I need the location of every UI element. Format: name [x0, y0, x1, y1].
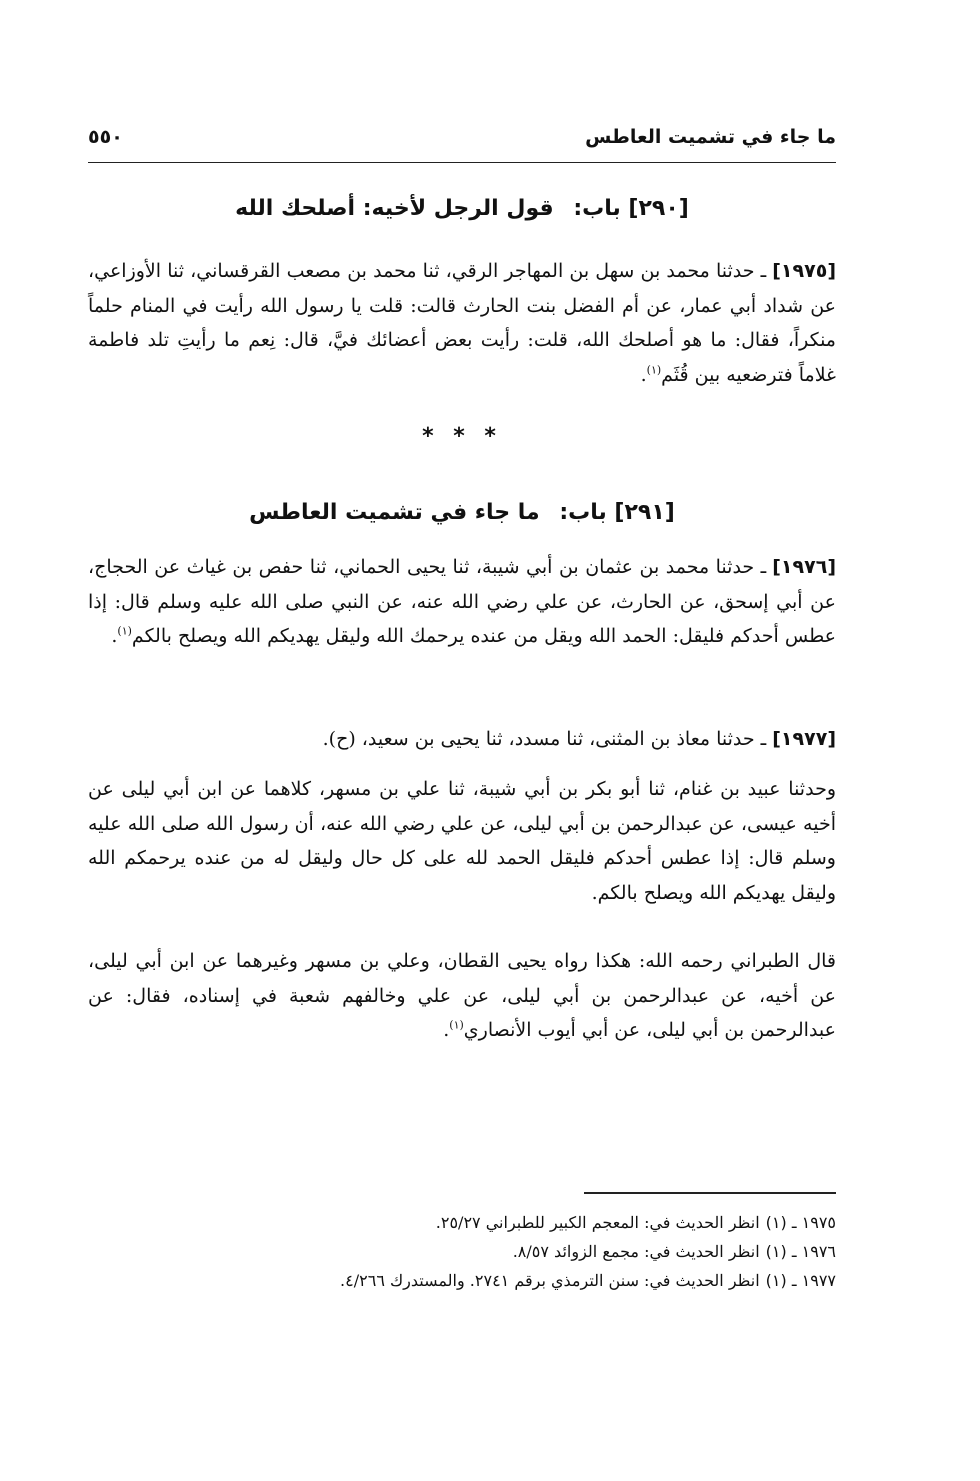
hadith-text: وحدثنا عبيد بن غنام، ثنا أبو بكر بن أبي شيبة، ثنا علي بن مسهر، كلاهما عن ابن أبي ليلى عن أخيه عيسى، عن عبدالرحمن بن أبي ليلى، عن علي رضي الله عنه، أن رسول الله صلى الله عليه وسلم قال: إذا عطس أحدكم فليقل الحمد لله على كل حال وليقل له من عنده يرحمكم الله وليقل يهديكم الله ويصلح بالكم.: [88, 778, 836, 904]
page-number: ٥٥٠: [88, 126, 123, 148]
running-title: ما جاء في تشميت العاطس: [585, 126, 836, 148]
chapter-heading-290: [88, 196, 836, 221]
footnote-id: ١٩٧٥ ـ (١): [765, 1213, 836, 1232]
hadith-text: ـ حدثنا محمد بن سهل بن المهاجر الرقي، ثنا محمد بن مصعب القرقساني، ثنا الأوزاعي، عن شداد أبي عمار، عن أم الفضل بنت الحارث قالت: قلت يا رسول الله رأيت في المنام حلماً منكراً، فقال: ما هو أصلحك الله، قلت: رأيت بعض أعضائك فيَّ، قال: نِعم ما رأيتِ تلد فاطمة غلاماً فترضعيه بين قُثَم: [88, 260, 836, 386]
footnote-id: ١٩٧٦ ـ (١): [765, 1242, 836, 1261]
running-header: [88, 126, 836, 156]
hadith-number: [١٩٧٥]: [772, 260, 836, 282]
hadith-number: [١٩٧٦]: [772, 556, 836, 578]
heading-number: [٢٩٠] باب:: [573, 196, 689, 221]
period: .: [640, 363, 647, 386]
footnote-item: [88, 1208, 836, 1237]
footnote-marker: (١): [449, 1018, 464, 1032]
hadith-1975: [88, 254, 836, 392]
chapter-heading-291: [88, 500, 836, 525]
footnote-item: [88, 1266, 836, 1295]
header-rule: [88, 162, 836, 163]
hadith-text: ـ حدثنا محمد بن عثمان بن أبي شيبة، ثنا يحيى الحماني، ثنا حفص بن غياث عن الحجاج، عن أبي إسحق، عن الحارث، عن علي رضي الله عنه، عن النبي صلى الله عليه وسلم قال: إذا عطس أحدكم فليقل: الحمد الله ويقل من عنده يرحمك الله وليقل يهديكم الله ويصلح بالكم: [88, 556, 836, 647]
heading-title: ما جاء في تشميت العاطس: [249, 500, 540, 525]
footnote-text: انظر الحديث في: سنن الترمذي برقم ٢٧٤١. والمستدرك ٤/٢٦٦.: [340, 1271, 760, 1290]
heading-number: [٢٩١] باب:: [559, 500, 675, 525]
footnote-rule: [584, 1192, 836, 1194]
section-separator: * * *: [422, 424, 502, 449]
hadith-1977: [88, 722, 836, 757]
hadith-1976: [88, 550, 836, 654]
footnote-id: ١٩٧٧ ـ (١): [765, 1271, 836, 1290]
footnote-text: انظر الحديث في: المعجم الكبير للطبراني ٢٥/٢٧.: [435, 1213, 760, 1232]
footnote-text: انظر الحديث في: مجمع الزوائد ٨/٥٧.: [512, 1242, 760, 1261]
period: .: [443, 1019, 450, 1041]
footnote-marker: (١): [117, 624, 132, 638]
hadith-1977-continuation: [88, 772, 836, 910]
hadith-text: ـ حدثنا معاذ بن المثنى، ثنا مسدد، ثنا يحيى بن سعيد، (ح).: [322, 728, 767, 750]
comment-text: قال الطبراني رحمه الله: هكذا رواه يحيى القطان، وعلي بن مسهر وغيرهما عن ابن أبي ليلى، عن أخيه، عن عبدالرحمن بن أبي ليلى، عن علي وخالفهم شعبة في إسناده، فقال: عن عبدالرحمن بن أبي ليلى، عن أبي أيوب الأنصاري: [88, 950, 836, 1041]
footnote-item: [88, 1237, 836, 1266]
footnote-marker: (١): [646, 363, 662, 377]
period: .: [111, 625, 118, 647]
tabarani-comment: [88, 944, 836, 1048]
heading-title: قول الرجل لأخيه: أصلحك الله: [235, 196, 554, 221]
footnotes: [88, 1208, 836, 1295]
hadith-number: [١٩٧٧]: [772, 728, 836, 750]
